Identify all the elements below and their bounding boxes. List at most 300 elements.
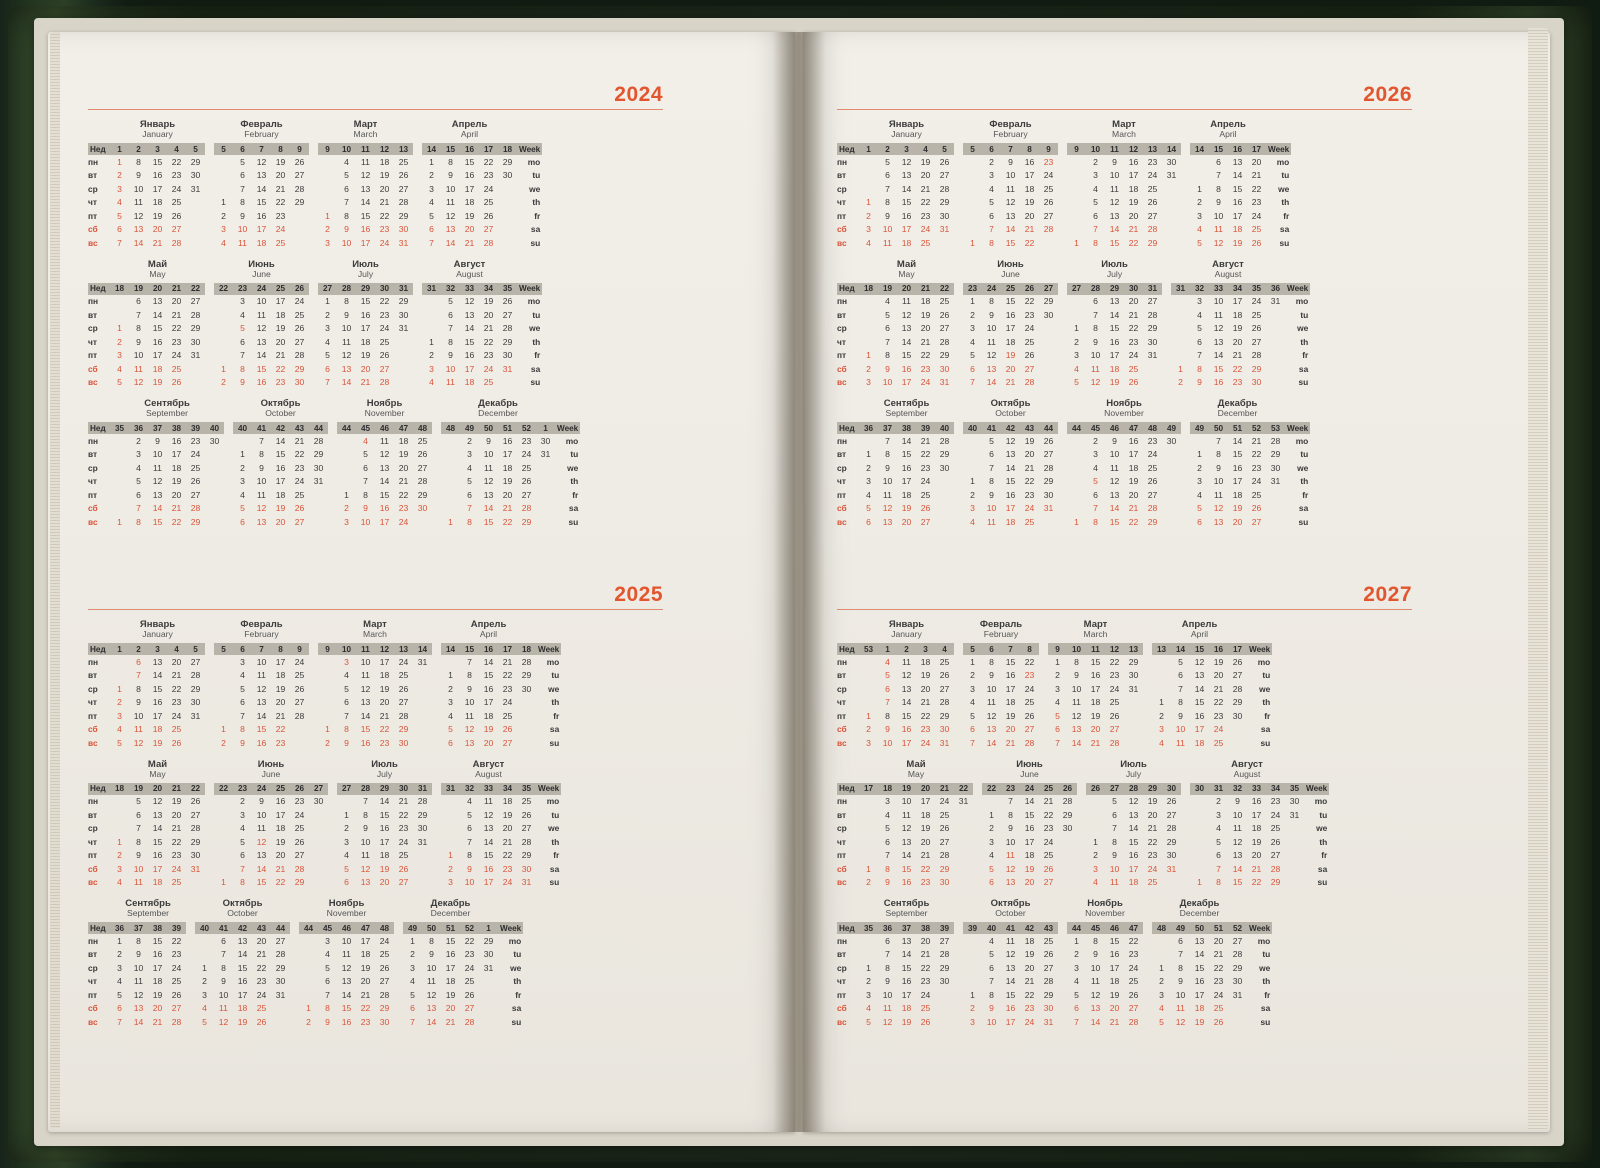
- week-number: 40: [982, 922, 1001, 934]
- calendar-day: 11: [219, 1003, 228, 1014]
- calendar-day: 21: [398, 796, 409, 807]
- calendar-day: 11: [883, 1003, 892, 1014]
- weekday-label-ru: ср: [837, 183, 847, 194]
- weekday-label-ru: пт: [837, 210, 847, 221]
- calendar-day: 24: [1213, 724, 1224, 735]
- calendar-day: 16: [152, 949, 163, 960]
- calendar-day: [337, 434, 356, 448]
- week-label-en: Week: [500, 923, 522, 933]
- column-gap: [309, 155, 318, 169]
- calendar-day: 4: [117, 877, 122, 888]
- column-gap: [309, 696, 318, 710]
- calendar-day: 15: [464, 336, 475, 347]
- calendar-day: 24: [483, 183, 494, 194]
- calendar-day: [1152, 934, 1171, 948]
- week-number: 17: [1247, 143, 1266, 155]
- calendar-day: 11: [1091, 976, 1100, 987]
- calendar-day: 23: [1128, 949, 1139, 960]
- calendar-day: 2: [1178, 377, 1183, 388]
- calendar-day: 30: [1232, 976, 1243, 987]
- weekday-label-ru: чт: [88, 197, 97, 208]
- calendar-day: 31: [417, 656, 428, 667]
- calendar-day: [1266, 322, 1285, 336]
- calendar-day: 1: [1159, 697, 1164, 708]
- calendar-day: 16: [1213, 377, 1224, 388]
- calendar-day: [413, 723, 432, 737]
- calendar-day: 13: [882, 516, 893, 527]
- calendar-day: 31: [1270, 296, 1281, 307]
- month-name: Сентябрь September: [883, 898, 930, 919]
- calendar-day: 21: [502, 503, 513, 514]
- calendar-day: 5: [240, 323, 245, 334]
- calendar-day: [1058, 862, 1077, 876]
- calendar-day: [214, 835, 233, 849]
- calendar-day: 14: [426, 1016, 437, 1027]
- weekday-label-ru: вс: [837, 1016, 847, 1027]
- calendar-day: 23: [275, 210, 286, 221]
- column-gap: [432, 422, 441, 434]
- calendar-day: 17: [901, 989, 912, 1000]
- calendar-day: [422, 308, 441, 322]
- calendar-day: 19: [1251, 836, 1262, 847]
- calendar-day: 5: [136, 796, 141, 807]
- month-name: Декабрь December: [478, 398, 518, 419]
- calendar-day: 27: [294, 170, 305, 181]
- calendar-day: 13: [152, 296, 163, 307]
- calendar-day: 3: [1093, 863, 1098, 874]
- calendar-day: 5: [885, 156, 890, 167]
- year-block-2024: [88, 84, 663, 529]
- calendar-day: 22: [379, 296, 390, 307]
- calendar-day: 24: [502, 697, 513, 708]
- calendar-day: 23: [1251, 197, 1262, 208]
- calendar-day: 8: [1197, 363, 1202, 374]
- weekday-label-ru: сб: [837, 503, 847, 514]
- calendar-day: 19: [1109, 989, 1120, 1000]
- calendar-day: 8: [885, 962, 890, 973]
- calendar-day: 21: [294, 435, 305, 446]
- calendar-day: 3: [117, 350, 122, 361]
- calendar-day: 30: [417, 503, 428, 514]
- week-number: 44: [337, 422, 356, 434]
- month-name: Июнь June: [997, 258, 1024, 279]
- calendar-day: 19: [275, 323, 286, 334]
- calendar-day: 25: [521, 796, 532, 807]
- calendar-day: [536, 475, 555, 489]
- weekday-label-en: we: [1316, 823, 1328, 834]
- weekday-label-ru: пт: [88, 210, 98, 221]
- weekday-label-en: th: [513, 976, 522, 987]
- calendar-day: 20: [256, 935, 267, 946]
- calendar-day: 23: [1270, 796, 1281, 807]
- calendar-day: 23: [1213, 710, 1224, 721]
- calendar-day: [1058, 835, 1077, 849]
- calendar-day: [110, 448, 129, 462]
- year-block-2026: [837, 84, 1412, 529]
- column-gap: [205, 643, 214, 655]
- calendar-day: 25: [521, 462, 532, 473]
- calendar-day: 20: [1024, 877, 1035, 888]
- calendar-day: [1190, 835, 1209, 849]
- calendar-day: 9: [1178, 710, 1183, 721]
- calendar-day: 28: [1147, 503, 1158, 514]
- week-number: 8: [271, 143, 290, 155]
- year-block-2027: [837, 584, 1412, 1029]
- calendar-day: 4: [1197, 309, 1202, 320]
- column-gap: [1181, 757, 1190, 783]
- calendar-day: [309, 808, 328, 822]
- calendar-day: 9: [1216, 462, 1221, 473]
- calendar-day: 27: [398, 877, 409, 888]
- calendar-day: 28: [521, 656, 532, 667]
- calendar-day: 8: [240, 877, 245, 888]
- column-gap: [1039, 655, 1048, 669]
- week-number: 35: [1285, 783, 1304, 795]
- calendar-day: 25: [1147, 462, 1158, 473]
- week-number: 34: [498, 783, 517, 795]
- calendar-day: 20: [1128, 210, 1139, 221]
- calendar-day: 18: [360, 336, 371, 347]
- calendar-day: [963, 223, 982, 237]
- weekday-label-ru: ср: [837, 683, 847, 694]
- column-gap: [954, 223, 963, 237]
- calendar-day: 6: [136, 296, 141, 307]
- calendar-day: 24: [294, 476, 305, 487]
- calendar-day: 30: [1251, 377, 1262, 388]
- calendar-day: 30: [1289, 796, 1300, 807]
- column-gap: [954, 682, 963, 696]
- calendar-day: 15: [1128, 836, 1139, 847]
- week-number: 9: [290, 143, 309, 155]
- month-name: Февраль February: [989, 119, 1032, 140]
- calendar-day: 18: [502, 796, 513, 807]
- column-gap: [432, 643, 441, 655]
- calendar-day: 10: [1213, 296, 1224, 307]
- calendar-day: 28: [379, 989, 390, 1000]
- calendar-day: 29: [1232, 962, 1243, 973]
- weekday-label-en: sa: [568, 503, 579, 514]
- calendar-day: 24: [171, 350, 182, 361]
- calendar-day: 13: [445, 224, 456, 235]
- calendar-day: 1: [866, 863, 871, 874]
- calendar-day: 8: [467, 850, 472, 861]
- calendar-day: [290, 723, 309, 737]
- calendar-day: 1: [429, 156, 434, 167]
- calendar-day: 5: [1093, 197, 1098, 208]
- calendar-day: 26: [256, 1016, 267, 1027]
- calendar-day: 10: [1175, 989, 1186, 1000]
- column-gap: [1058, 502, 1067, 516]
- week-number: 18: [517, 643, 536, 655]
- calendar-day: 2: [1159, 976, 1164, 987]
- calendar-day: 6: [136, 809, 141, 820]
- calendar-day: 12: [882, 503, 893, 514]
- week-label-ru: Нед: [88, 422, 110, 434]
- calendar-day: [186, 723, 205, 737]
- calendar-day: 13: [483, 489, 494, 500]
- column-gap: [1058, 308, 1067, 322]
- weekday-label-en: th: [1300, 336, 1309, 347]
- calendar-day: 25: [275, 237, 286, 248]
- calendar-day: 25: [1024, 336, 1035, 347]
- calendar-day: [1067, 448, 1086, 462]
- calendar-day: [1162, 515, 1181, 529]
- calendar-day: 16: [256, 377, 267, 388]
- weekday-label-ru: вт: [837, 449, 847, 460]
- weekday-label-en: th: [1281, 197, 1290, 208]
- weekday-label-ru: пн: [88, 935, 99, 946]
- week-number: 33: [460, 283, 479, 295]
- month-name: Октябрь October: [990, 398, 1031, 419]
- calendar-day: 6: [989, 962, 994, 973]
- calendar-day: 2: [221, 737, 226, 748]
- calendar-day: 12: [464, 724, 475, 735]
- calendar-day: 6: [325, 976, 330, 987]
- calendar-day: 23: [920, 724, 931, 735]
- calendar-day: 27: [502, 309, 513, 320]
- spacer-cell: [1285, 257, 1310, 283]
- calendar-day: 21: [1213, 949, 1224, 960]
- weekday-label-ru: сб: [88, 363, 98, 374]
- calendar-day: 23: [294, 796, 305, 807]
- quarter-table: [837, 896, 1272, 1029]
- week-number: 4: [167, 143, 186, 155]
- calendar-day: 19: [1232, 237, 1243, 248]
- calendar-day: 22: [920, 197, 931, 208]
- calendar-day: [859, 322, 878, 336]
- week-number: 48: [1152, 922, 1171, 934]
- week-number: 39: [916, 422, 935, 434]
- calendar-day: [1190, 434, 1209, 448]
- weekday-label-en: fr: [1264, 710, 1271, 721]
- calendar-day: 7: [1178, 949, 1183, 960]
- calendar-day: 4: [117, 363, 122, 374]
- calendar-day: 25: [1043, 850, 1054, 861]
- calendar-day: 28: [294, 710, 305, 721]
- calendar-day: 16: [360, 224, 371, 235]
- calendar-day: 8: [1178, 697, 1183, 708]
- weekday-label-ru: чт: [837, 476, 846, 487]
- week-number: 19: [878, 283, 897, 295]
- calendar-day: 15: [152, 323, 163, 334]
- calendar-day: 11: [257, 670, 266, 681]
- calendar-day: 13: [1109, 489, 1120, 500]
- calendar-day: [318, 709, 337, 723]
- calendar-day: 23: [1024, 1003, 1035, 1014]
- calendar-day: 12: [1071, 710, 1082, 721]
- calendar-day: [309, 502, 328, 516]
- column-gap: [328, 515, 337, 529]
- calendar-day: [110, 434, 129, 448]
- calendar-day: 29: [1062, 809, 1073, 820]
- calendar-day: 24: [920, 476, 931, 487]
- calendar-day: 22: [171, 836, 182, 847]
- column-gap: [954, 376, 963, 390]
- month-name: Декабрь December: [1217, 398, 1258, 419]
- column-gap: [954, 502, 963, 516]
- calendar-day: 12: [360, 170, 371, 181]
- weekday-label-ru: сб: [837, 363, 847, 374]
- week-number: 47: [356, 922, 375, 934]
- weekday-label-en: th: [1262, 697, 1271, 708]
- weekday-label-ru: вт: [837, 170, 847, 181]
- calendar-day: 6: [136, 489, 141, 500]
- calendar-day: [337, 461, 356, 475]
- week-number: 33: [1209, 283, 1228, 295]
- column-gap: [328, 434, 337, 448]
- calendar-day: 30: [939, 877, 950, 888]
- calendar-day: [214, 349, 233, 363]
- column-gap: [954, 295, 963, 309]
- calendar-day: 25: [294, 670, 305, 681]
- calendar-day: [1162, 876, 1181, 890]
- week-number: 13: [394, 143, 413, 155]
- calendar-day: 30: [398, 224, 409, 235]
- calendar-day: 1: [221, 197, 226, 208]
- calendar-day: 9: [136, 697, 141, 708]
- week-number: 23: [233, 283, 252, 295]
- week-number: 22: [214, 783, 233, 795]
- calendar-day: [859, 655, 878, 669]
- calendar-day: 6: [970, 363, 975, 374]
- calendar-day: 28: [1147, 309, 1158, 320]
- month-name: Июль July: [1101, 258, 1128, 279]
- calendar-day: 1: [240, 449, 245, 460]
- calendar-day: 20: [152, 1003, 163, 1014]
- calendar-day: 10: [133, 863, 144, 874]
- calendar-day: [214, 322, 233, 336]
- calendar-day: 10: [133, 962, 144, 973]
- calendar-day: [1190, 822, 1209, 836]
- calendar-day: [963, 975, 982, 989]
- weekday-label-en: th: [532, 336, 541, 347]
- calendar-day: 28: [275, 949, 286, 960]
- calendar-day: 7: [989, 462, 994, 473]
- calendar-day: 4: [1197, 224, 1202, 235]
- calendar-day: 9: [136, 850, 141, 861]
- calendar-day: 12: [1213, 323, 1224, 334]
- column-gap: [954, 322, 963, 336]
- calendar-day: 9: [1112, 435, 1117, 446]
- column-gap: [432, 475, 441, 489]
- weekday-label-ru: чт: [837, 836, 846, 847]
- month-name: Апрель April: [470, 619, 507, 640]
- calendar-day: 6: [885, 836, 890, 847]
- calendar-day: 14: [1005, 224, 1016, 235]
- calendar-day: 19: [1232, 503, 1243, 514]
- calendar-day: 20: [152, 224, 163, 235]
- calendar-day: 20: [1090, 724, 1101, 735]
- calendar-day: 29: [939, 197, 950, 208]
- calendar-day: 29: [294, 197, 305, 208]
- calendar-day: 17: [1232, 210, 1243, 221]
- calendar-day: 29: [939, 449, 950, 460]
- calendar-day: 31: [313, 476, 324, 487]
- calendar-day: 16: [152, 170, 163, 181]
- calendar-day: [110, 808, 129, 822]
- calendar-day: 10: [256, 809, 267, 820]
- calendar-day: 29: [1043, 296, 1054, 307]
- week-number: 36: [1266, 283, 1285, 295]
- calendar-day: 24: [1109, 683, 1120, 694]
- calendar-day: 14: [1128, 823, 1139, 834]
- calendar-day: 16: [152, 336, 163, 347]
- calendar-day: 8: [1008, 809, 1013, 820]
- calendar-day: 23: [920, 363, 931, 374]
- column-gap: [1181, 502, 1190, 516]
- week-number: 23: [963, 283, 982, 295]
- calendar-day: 5: [344, 170, 349, 181]
- calendar-day: 28: [483, 237, 494, 248]
- calendar-day: [299, 934, 318, 948]
- calendar-day: 20: [483, 737, 494, 748]
- calendar-day: 13: [1090, 1003, 1101, 1014]
- calendar-day: 16: [464, 350, 475, 361]
- calendar-day: 25: [1043, 935, 1054, 946]
- calendar-day: 11: [257, 823, 266, 834]
- week-number: 9: [318, 143, 337, 155]
- week-number: 28: [356, 783, 375, 795]
- calendar-day: 27: [1024, 724, 1035, 735]
- calendar-day: 28: [1128, 1016, 1139, 1027]
- calendar-day: 3: [1197, 296, 1202, 307]
- weekday-label-en: mo: [527, 296, 541, 307]
- week-number: 20: [148, 283, 167, 295]
- weekday-label-ru: ср: [837, 462, 847, 473]
- calendar-day: 3: [1055, 683, 1060, 694]
- calendar-day: [290, 236, 309, 250]
- calendar-day: 3: [221, 224, 226, 235]
- calendar-day: 18: [1232, 489, 1243, 500]
- calendar-day: 18: [152, 724, 163, 735]
- calendar-day: 17: [1128, 449, 1139, 460]
- calendar-day: [214, 808, 233, 822]
- calendar-day: 3: [1197, 476, 1202, 487]
- calendar-day: 17: [275, 656, 286, 667]
- calendar-day: 8: [1093, 516, 1098, 527]
- calendar-day: 17: [360, 237, 371, 248]
- column-gap: [205, 696, 214, 710]
- calendar-day: 6: [1216, 850, 1221, 861]
- calendar-day: [1067, 461, 1086, 475]
- calendar-day: 10: [1005, 836, 1016, 847]
- weekday-label-ru: пн: [837, 296, 848, 307]
- quarter-table: [88, 757, 561, 890]
- calendar-day: [517, 736, 536, 750]
- calendar-day: 20: [379, 697, 390, 708]
- calendar-day: 17: [379, 656, 390, 667]
- calendar-day: 31: [417, 836, 428, 847]
- weekday-label-ru: сб: [837, 863, 847, 874]
- week-number: 18: [110, 783, 129, 795]
- column-gap: [1181, 434, 1190, 448]
- column-gap: [290, 988, 299, 1002]
- calendar-day: 31: [398, 323, 409, 334]
- calendar-day: 22: [171, 935, 182, 946]
- column-gap: [224, 461, 233, 475]
- column-gap: [1058, 515, 1067, 529]
- weekday-label-en: sa: [1317, 863, 1328, 874]
- calendar-day: 2: [429, 350, 434, 361]
- calendar-day: 13: [341, 363, 352, 374]
- calendar-day: 21: [379, 197, 390, 208]
- calendar-day: 30: [939, 462, 950, 473]
- calendar-day: 9: [240, 377, 245, 388]
- column-gap: [309, 169, 318, 183]
- calendar-day: 11: [134, 877, 143, 888]
- calendar-day: 12: [901, 156, 912, 167]
- weekday-label-en: sa: [511, 1003, 522, 1014]
